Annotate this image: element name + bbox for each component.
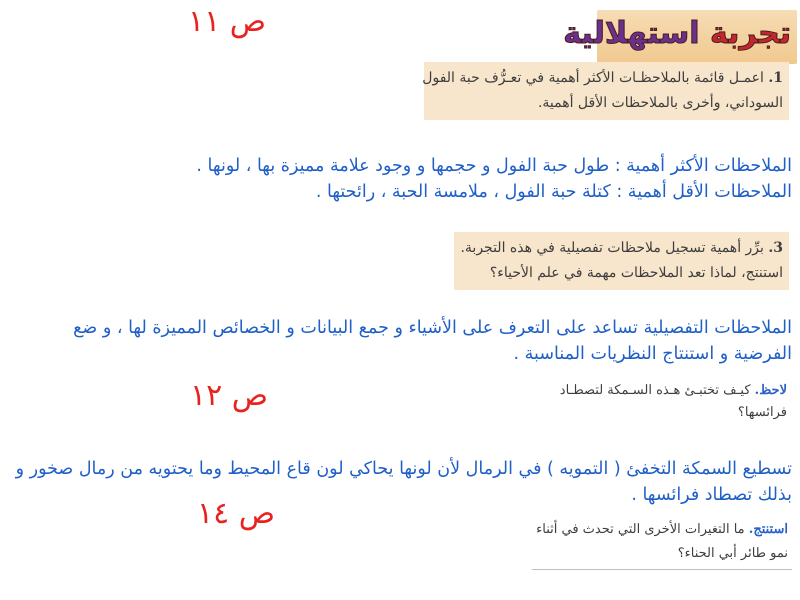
observe-question-box [555, 380, 791, 428]
conclude-question-text-1: ما التغيرات الأخرى التي تحدث في أثناء [536, 522, 745, 537]
page-label-14: ص ١٤ [197, 496, 276, 531]
answer-page-12 [6, 456, 792, 508]
answer-1-line-2: الملاحظات الأقل أهمية : كتلة حبة الفول ، ملامسة الحبة ، رائحتها . [315, 182, 792, 202]
page-label-11: ص ١١ [188, 4, 267, 39]
question-1-box [424, 62, 789, 120]
answer-page-12-line-2: بذلك تصطاد فرائسها . [631, 485, 792, 505]
question-1-line-2: السوداني، وأخرى بالملاحظات الأقل أهمية. [537, 95, 783, 111]
question-3-box [454, 232, 789, 290]
launch-lab-title [563, 16, 791, 51]
answer-1 [160, 153, 792, 205]
answer-1-line-1: الملاحظات الأكثر أهمية : طول حبة الفول و حجمها و وجود علامة مميزة بها ، لونها . [196, 156, 792, 176]
conclude-question-line-2: نمو طائر أبي الحناء؟ [677, 546, 788, 561]
launch-lab-banner [563, 10, 797, 64]
question-3-number: 3. [768, 240, 783, 256]
conclude-question-box [532, 518, 792, 570]
banner-word-experiment: تجربة [709, 16, 791, 51]
question-1-line-1 [424, 66, 783, 91]
observe-question-line-1 [555, 380, 787, 402]
answer-page-12-line-1: تسطيع السمكة التخفئ ( التمويه ) في الرمال لأن لونها يحاكي لون قاع المحيط وما يحتويه من رمال صخور و [15, 459, 792, 479]
observe-question-line-2: فرائسها؟ [737, 405, 787, 420]
question-1-number: 1. [768, 70, 783, 86]
observe-label: لاحظ. [754, 383, 787, 398]
question-3-text-1: برِّر أهمية تسجيل ملاحظات تفصيلية في هذه التجربة. [460, 240, 764, 256]
answer-3 [40, 315, 792, 367]
answer-3-line-1: الملاحظات التفصيلية تساعد على التعرف على الأشياء و جمع البيانات و الخصائص المميزة لها ، و ضع [73, 318, 792, 338]
page-label-12: ص ١٢ [190, 378, 269, 413]
conclude-question-line-1 [532, 518, 788, 542]
question-3-line-2: استنتج، لماذا تعد الملاحظات مهمة في علم الأحياء؟ [489, 265, 783, 281]
question-1-text-1: اعمـل قائمة بالملاحظـات الأكثر أهمية في تعـرُّف حبة الفول [422, 70, 764, 86]
question-3-line-1 [454, 236, 783, 261]
conclude-label: استنتج. [748, 522, 788, 537]
answer-3-line-2: الفرضية و استنتاج النظريات المناسبة . [513, 344, 792, 364]
observe-question-text-1: كيـف تختبـئ هـذه السـمكة لتصطـاد [559, 383, 751, 398]
banner-word-launch: استهلالية [563, 16, 700, 51]
